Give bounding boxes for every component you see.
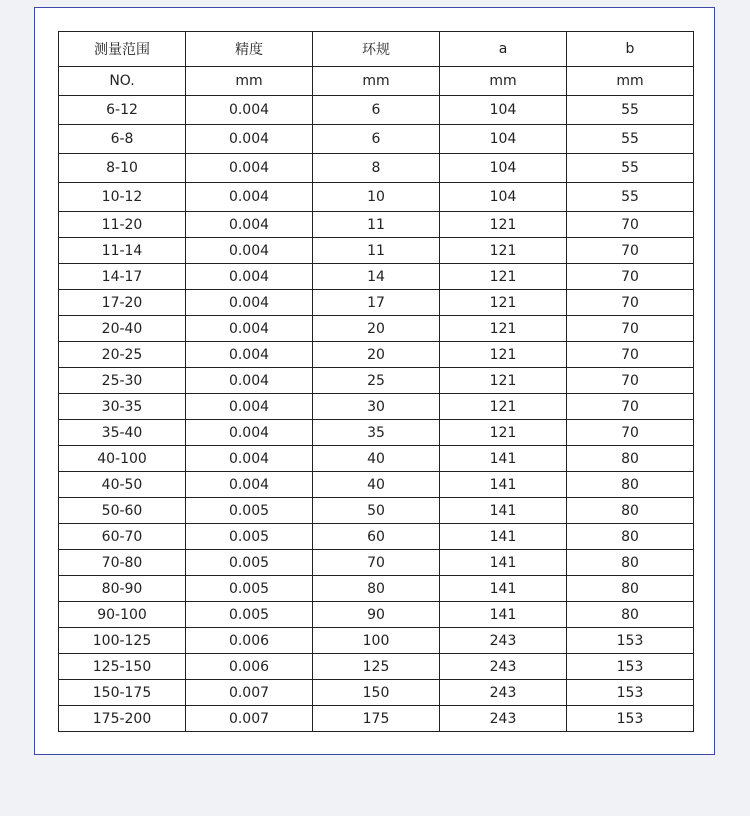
- ring-gauge-cell: 10: [313, 183, 440, 212]
- precision-cell: 0.004: [186, 316, 313, 342]
- range-cell: 100-125: [59, 628, 186, 654]
- precision-cell: 0.005: [186, 550, 313, 576]
- ring-gauge-cell: 100: [313, 628, 440, 654]
- precision-cell: 0.004: [186, 368, 313, 394]
- table-row: [59, 550, 694, 576]
- ring-gauge-cell: 35: [313, 420, 440, 446]
- a-cell: 121: [440, 264, 567, 290]
- ring-gauge-cell: 40: [313, 472, 440, 498]
- table-row: [59, 628, 694, 654]
- table-row: [59, 316, 694, 342]
- table-row: [59, 394, 694, 420]
- b-cell: 70: [567, 212, 694, 238]
- precision-cell: 0.004: [186, 394, 313, 420]
- range-cell: 90-100: [59, 602, 186, 628]
- units-row: [59, 67, 694, 96]
- unit-cell-ring-gauge: mm: [313, 67, 440, 96]
- unit-cell-no: NO.: [59, 67, 186, 96]
- b-cell: 70: [567, 264, 694, 290]
- unit-cell-a: mm: [440, 67, 567, 96]
- table-row: [59, 368, 694, 394]
- ring-gauge-cell: 125: [313, 654, 440, 680]
- b-cell: 80: [567, 550, 694, 576]
- precision-cell: 0.004: [186, 420, 313, 446]
- ring-gauge-cell: 70: [313, 550, 440, 576]
- unit-cell-b: mm: [567, 67, 694, 96]
- ring-gauge-cell: 80: [313, 576, 440, 602]
- table-row: [59, 524, 694, 550]
- unit-cell-precision: mm: [186, 67, 313, 96]
- a-cell: 121: [440, 342, 567, 368]
- precision-cell: 0.004: [186, 212, 313, 238]
- ring-gauge-cell: 6: [313, 96, 440, 125]
- precision-cell: 0.007: [186, 680, 313, 706]
- range-cell: 20-25: [59, 342, 186, 368]
- b-cell: 153: [567, 628, 694, 654]
- ring-gauge-cell: 60: [313, 524, 440, 550]
- a-cell: 141: [440, 472, 567, 498]
- range-cell: 30-35: [59, 394, 186, 420]
- precision-cell: 0.005: [186, 524, 313, 550]
- table-row: [59, 212, 694, 238]
- a-cell: 104: [440, 154, 567, 183]
- b-cell: 70: [567, 394, 694, 420]
- range-cell: 40-100: [59, 446, 186, 472]
- b-cell: 70: [567, 290, 694, 316]
- range-cell: 25-30: [59, 368, 186, 394]
- range-cell: 70-80: [59, 550, 186, 576]
- table-row: [59, 576, 694, 602]
- header-row: [59, 32, 694, 67]
- ring-gauge-cell: 30: [313, 394, 440, 420]
- range-cell: 10-12: [59, 183, 186, 212]
- b-cell: 55: [567, 125, 694, 154]
- precision-cell: 0.007: [186, 706, 313, 732]
- ring-gauge-cell: 11: [313, 238, 440, 264]
- range-cell: 175-200: [59, 706, 186, 732]
- a-cell: 121: [440, 212, 567, 238]
- a-cell: 104: [440, 125, 567, 154]
- header-cell-range: 测量范围: [59, 32, 186, 67]
- table-row: [59, 96, 694, 125]
- range-cell: 6-12: [59, 96, 186, 125]
- range-cell: 125-150: [59, 654, 186, 680]
- ring-gauge-cell: 40: [313, 446, 440, 472]
- header-cell-a: a: [440, 32, 567, 67]
- precision-cell: 0.004: [186, 342, 313, 368]
- range-cell: 11-20: [59, 212, 186, 238]
- header-cell-ring-gauge: 环规: [313, 32, 440, 67]
- precision-cell: 0.004: [186, 472, 313, 498]
- table-row: [59, 290, 694, 316]
- range-cell: 60-70: [59, 524, 186, 550]
- b-cell: 55: [567, 154, 694, 183]
- table-row: [59, 446, 694, 472]
- precision-cell: 0.004: [186, 290, 313, 316]
- range-cell: 20-40: [59, 316, 186, 342]
- table-row: [59, 420, 694, 446]
- b-cell: 55: [567, 183, 694, 212]
- b-cell: 153: [567, 654, 694, 680]
- a-cell: 141: [440, 576, 567, 602]
- a-cell: 121: [440, 420, 567, 446]
- precision-cell: 0.004: [186, 154, 313, 183]
- precision-cell: 0.006: [186, 628, 313, 654]
- table-row: [59, 706, 694, 732]
- b-cell: 70: [567, 368, 694, 394]
- precision-cell: 0.005: [186, 602, 313, 628]
- precision-cell: 0.006: [186, 654, 313, 680]
- spec-panel: [34, 7, 715, 755]
- range-cell: 80-90: [59, 576, 186, 602]
- ring-gauge-cell: 8: [313, 154, 440, 183]
- b-cell: 80: [567, 576, 694, 602]
- range-cell: 150-175: [59, 680, 186, 706]
- b-cell: 70: [567, 420, 694, 446]
- a-cell: 104: [440, 96, 567, 125]
- table-row: [59, 602, 694, 628]
- spec-table-body: [59, 32, 694, 732]
- table-row: [59, 183, 694, 212]
- header-cell-precision: 精度: [186, 32, 313, 67]
- b-cell: 153: [567, 706, 694, 732]
- table-row: [59, 654, 694, 680]
- precision-cell: 0.005: [186, 576, 313, 602]
- ring-gauge-cell: 150: [313, 680, 440, 706]
- table-row: [59, 342, 694, 368]
- b-cell: 80: [567, 472, 694, 498]
- a-cell: 141: [440, 446, 567, 472]
- range-cell: 6-8: [59, 125, 186, 154]
- range-cell: 35-40: [59, 420, 186, 446]
- precision-cell: 0.005: [186, 498, 313, 524]
- header-cell-b: b: [567, 32, 694, 67]
- b-cell: 55: [567, 96, 694, 125]
- ring-gauge-cell: 20: [313, 342, 440, 368]
- a-cell: 121: [440, 316, 567, 342]
- b-cell: 80: [567, 498, 694, 524]
- ring-gauge-cell: 6: [313, 125, 440, 154]
- a-cell: 121: [440, 394, 567, 420]
- a-cell: 243: [440, 680, 567, 706]
- precision-cell: 0.004: [186, 96, 313, 125]
- a-cell: 104: [440, 183, 567, 212]
- a-cell: 121: [440, 368, 567, 394]
- precision-cell: 0.004: [186, 264, 313, 290]
- precision-cell: 0.004: [186, 446, 313, 472]
- range-cell: 17-20: [59, 290, 186, 316]
- a-cell: 121: [440, 238, 567, 264]
- a-cell: 141: [440, 524, 567, 550]
- a-cell: 243: [440, 706, 567, 732]
- b-cell: 70: [567, 342, 694, 368]
- range-cell: 50-60: [59, 498, 186, 524]
- table-row: [59, 125, 694, 154]
- a-cell: 141: [440, 550, 567, 576]
- table-row: [59, 498, 694, 524]
- precision-cell: 0.004: [186, 238, 313, 264]
- ring-gauge-cell: 14: [313, 264, 440, 290]
- b-cell: 153: [567, 680, 694, 706]
- ring-gauge-cell: 25: [313, 368, 440, 394]
- ring-gauge-cell: 50: [313, 498, 440, 524]
- ring-gauge-cell: 90: [313, 602, 440, 628]
- table-row: [59, 472, 694, 498]
- range-cell: 14-17: [59, 264, 186, 290]
- table-row: [59, 264, 694, 290]
- a-cell: 141: [440, 498, 567, 524]
- b-cell: 70: [567, 238, 694, 264]
- precision-cell: 0.004: [186, 125, 313, 154]
- table-row: [59, 680, 694, 706]
- range-cell: 40-50: [59, 472, 186, 498]
- a-cell: 121: [440, 290, 567, 316]
- precision-cell: 0.004: [186, 183, 313, 212]
- ring-gauge-cell: 20: [313, 316, 440, 342]
- ring-gauge-cell: 17: [313, 290, 440, 316]
- b-cell: 70: [567, 316, 694, 342]
- table-row: [59, 154, 694, 183]
- ring-gauge-cell: 175: [313, 706, 440, 732]
- b-cell: 80: [567, 446, 694, 472]
- a-cell: 243: [440, 628, 567, 654]
- a-cell: 243: [440, 654, 567, 680]
- a-cell: 141: [440, 602, 567, 628]
- spec-table: [58, 31, 694, 732]
- range-cell: 8-10: [59, 154, 186, 183]
- b-cell: 80: [567, 602, 694, 628]
- table-row: [59, 238, 694, 264]
- ring-gauge-cell: 11: [313, 212, 440, 238]
- range-cell: 11-14: [59, 238, 186, 264]
- b-cell: 80: [567, 524, 694, 550]
